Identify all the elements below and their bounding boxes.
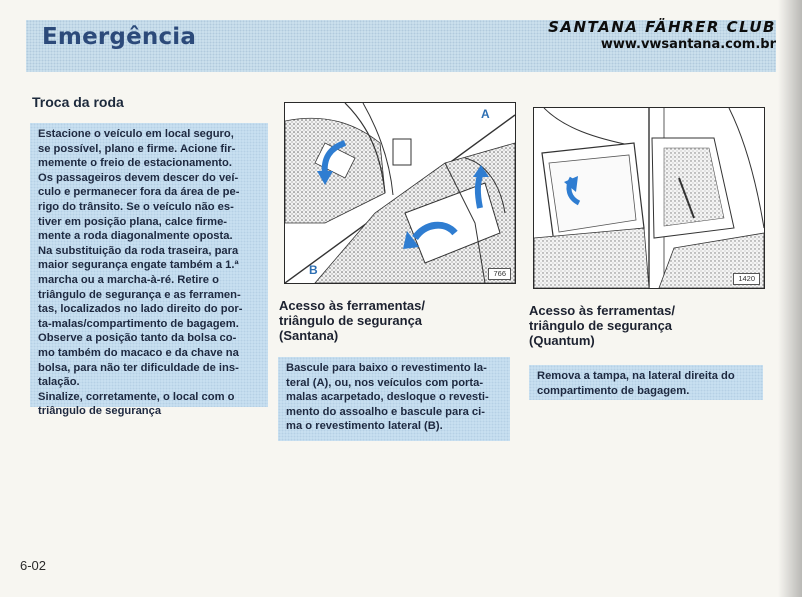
- main-instructions-box: [30, 123, 268, 418]
- text-line: Remova a tampa, na lateral direita do: [537, 370, 735, 382]
- subsection-title: Troca da roda: [32, 94, 124, 110]
- santana-instructions-box: [278, 357, 510, 441]
- text-line: Sinalize, corretamente, o local com o: [38, 390, 235, 403]
- santana-caption: [279, 298, 509, 343]
- caption-line: triângulo de segurança: [279, 313, 423, 328]
- caption-line: triângulo de segurança: [529, 318, 673, 333]
- label-b: B: [309, 263, 318, 277]
- page-number: 6-02: [20, 558, 47, 573]
- text-line: Na substituição da roda traseira, para: [38, 244, 239, 257]
- text-line: Estacione o veículo em local seguro,: [38, 128, 234, 140]
- text-line: rigo do trânsito. Se o veículo não es-: [38, 200, 234, 213]
- caption-line: (Quantum): [529, 333, 595, 348]
- text-line: Observe a posição tanto da bolsa co-: [38, 332, 237, 345]
- quantum-trunk-illustration: [533, 107, 765, 289]
- quantum-trunk-drawing: [534, 108, 764, 288]
- page-edge-shadow: [778, 0, 802, 597]
- text-line: tas, localizados no lado direito do por-: [38, 303, 243, 316]
- text-line: mento do assoalho e bascule para ci-: [286, 405, 485, 418]
- label-a: A: [481, 107, 490, 121]
- quantum-instructions-box: [529, 365, 763, 400]
- text-line: ta-malas/compartimento de bagagem.: [38, 317, 239, 330]
- text-line: compartimento de bagagem.: [537, 384, 690, 397]
- text-line: teral (A), ou, nos veículos com porta-: [286, 376, 484, 389]
- text-line: marcha ou a marcha-à-ré. Retire o: [38, 273, 219, 286]
- text-line: bolsa, para não ter dificuldade de ins-: [38, 361, 239, 374]
- text-line: memente o freio de estacionamento.: [38, 157, 232, 170]
- text-line: tiver em posição plana, calce firme-: [38, 215, 228, 228]
- text-line: triângulo de segurança e as ferramen-: [38, 288, 241, 301]
- caption-line: Acesso às ferramentas/: [529, 303, 675, 318]
- text-line: ma o revestimento lateral (B).: [286, 420, 443, 433]
- santana-trunk-illustration: [284, 102, 516, 284]
- figure-number: 1420: [733, 273, 760, 285]
- club-name: SANTANA FÄHRER CLUB: [548, 18, 776, 36]
- text-line: mo também do macaco e da chave na: [38, 346, 239, 359]
- text-line: talação.: [38, 376, 80, 389]
- text-line: mente a roda diagonalmente oposta.: [38, 230, 233, 243]
- text-line: culo e permanecer fora da área de pe-: [38, 186, 240, 199]
- caption-line: (Santana): [279, 328, 339, 343]
- quantum-caption: [529, 303, 759, 348]
- santana-trunk-drawing: [285, 103, 515, 283]
- caption-line: Acesso às ferramentas/: [279, 298, 425, 313]
- text-line: Os passageiros devem descer do veí-: [38, 171, 239, 184]
- club-url: www.vwsantana.com.br: [600, 37, 776, 52]
- text-line: triângulo de segurança: [38, 405, 162, 418]
- text-line: malas acarpetado, desloque o revesti-: [286, 391, 489, 404]
- figure-number: 766: [488, 268, 511, 280]
- text-line: se possível, plano e firme. Acione fir-: [38, 142, 236, 155]
- text-line: Bascule para baixo o revestimento la-: [286, 362, 487, 374]
- text-line: maior segurança engate também a 1.ª: [38, 259, 239, 272]
- section-title: Emergência: [42, 24, 197, 50]
